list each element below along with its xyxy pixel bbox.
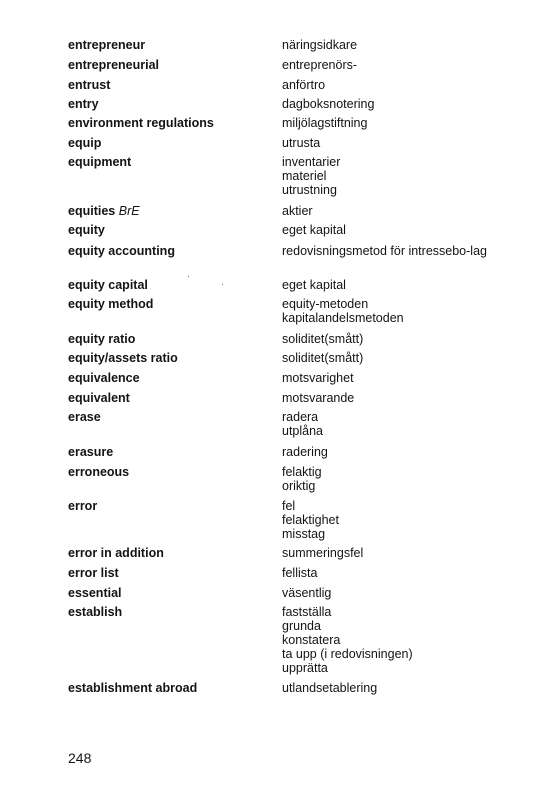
entry-term bbox=[68, 681, 273, 695]
entry-term bbox=[68, 351, 273, 365]
translation-line: entreprenörs- bbox=[282, 58, 358, 72]
entry-translations bbox=[282, 97, 512, 111]
term-text: equip bbox=[68, 136, 102, 150]
translation-line: grunda bbox=[282, 619, 321, 633]
translation-line: equity-metoden bbox=[282, 297, 369, 311]
entry-term bbox=[68, 410, 273, 424]
term-text: equity/assets ratio bbox=[68, 351, 178, 365]
term-text: equity method bbox=[68, 297, 154, 311]
term-text: equities bbox=[68, 204, 116, 218]
entry-translations bbox=[282, 605, 512, 675]
entry-term bbox=[68, 244, 273, 258]
entry-term bbox=[68, 204, 273, 218]
entry-translations bbox=[282, 465, 512, 493]
term-text: essential bbox=[68, 586, 122, 600]
entry-term bbox=[68, 391, 273, 405]
entry-term bbox=[68, 116, 273, 130]
entry-translations bbox=[282, 278, 512, 292]
print-speck bbox=[188, 276, 189, 277]
entry-term bbox=[68, 566, 273, 580]
translation-line: redovisningsmetod för intressebo-lag bbox=[282, 244, 487, 258]
entry-term bbox=[68, 97, 273, 111]
entry-term bbox=[68, 58, 273, 72]
term-text: erase bbox=[68, 410, 101, 424]
translation-line: konstatera bbox=[282, 633, 341, 647]
translation-line: fastställa bbox=[282, 605, 332, 619]
translation-line: soliditet(smått) bbox=[282, 351, 364, 365]
entry-term bbox=[68, 371, 273, 385]
term-text: equity ratio bbox=[68, 332, 136, 346]
entry-translations bbox=[282, 410, 512, 438]
translation-line: eget kapital bbox=[282, 278, 346, 292]
translation-line: materiel bbox=[282, 169, 327, 183]
translation-line: eget kapital bbox=[282, 223, 346, 237]
entry-term bbox=[68, 465, 273, 479]
entry-term bbox=[68, 499, 273, 513]
term-text: entrust bbox=[68, 78, 111, 92]
term-text: equipment bbox=[68, 155, 132, 169]
translation-line: väsentlig bbox=[282, 586, 332, 600]
translation-line: utrustning bbox=[282, 183, 337, 197]
translation-line: fellista bbox=[282, 566, 318, 580]
entry-translations bbox=[282, 332, 512, 346]
page-number: 248 bbox=[68, 750, 92, 766]
translation-line: fel bbox=[282, 499, 296, 513]
entry-term bbox=[68, 78, 273, 92]
entry-term bbox=[68, 297, 273, 311]
entry-translations bbox=[282, 499, 512, 541]
translation-line: oriktig bbox=[282, 479, 316, 493]
translation-line: näringsidkare bbox=[282, 38, 358, 52]
term-text: establish bbox=[68, 605, 123, 619]
translation-line: misstag bbox=[282, 527, 326, 541]
entry-term bbox=[68, 155, 273, 169]
translation-line: kapitalandelsmetoden bbox=[282, 311, 404, 325]
entry-translations bbox=[282, 38, 512, 52]
entry-translations bbox=[282, 371, 512, 385]
term-text: equivalent bbox=[68, 391, 130, 405]
entry-term bbox=[68, 223, 273, 237]
entry-translations bbox=[282, 586, 512, 600]
term-text: error list bbox=[68, 566, 119, 580]
entry-translations bbox=[282, 566, 512, 580]
entry-translations bbox=[282, 58, 512, 72]
entry-translations bbox=[282, 445, 512, 459]
term-text: error in addition bbox=[68, 546, 164, 560]
term-text: entrepreneurial bbox=[68, 58, 160, 72]
term-text: error bbox=[68, 499, 98, 513]
entry-translations bbox=[282, 244, 512, 258]
entry-term bbox=[68, 278, 273, 292]
term-text: erroneous bbox=[68, 465, 130, 479]
term-text: erasure bbox=[68, 445, 114, 459]
translation-line: upprätta bbox=[282, 661, 328, 675]
entry-term bbox=[68, 332, 273, 346]
term-text: equity bbox=[68, 223, 105, 237]
entry-translations bbox=[282, 681, 512, 695]
entry-translations bbox=[282, 155, 512, 197]
translation-line: utplåna bbox=[282, 424, 324, 438]
translation-line: utrusta bbox=[282, 136, 321, 150]
translation-line: miljölagstiftning bbox=[282, 116, 368, 130]
translation-line: felaktighet bbox=[282, 513, 339, 527]
term-text: establishment abroad bbox=[68, 681, 198, 695]
entry-term bbox=[68, 546, 273, 560]
translation-line: anförtro bbox=[282, 78, 326, 92]
entry-translations bbox=[282, 546, 512, 560]
entry-translations bbox=[282, 78, 512, 92]
entry-translations bbox=[282, 297, 512, 325]
entry-translations bbox=[282, 223, 512, 237]
term-text: environment regulations bbox=[68, 116, 214, 130]
translation-line: ta upp (i redovisningen) bbox=[282, 647, 413, 661]
print-speck bbox=[222, 284, 223, 285]
translation-line: soliditet(smått) bbox=[282, 332, 364, 346]
term-text: equity accounting bbox=[68, 244, 175, 258]
translation-line: felaktig bbox=[282, 465, 322, 479]
entry-translations bbox=[282, 351, 512, 365]
entry-term bbox=[68, 586, 273, 600]
entry-term bbox=[68, 445, 273, 459]
term-text: equivalence bbox=[68, 371, 140, 385]
entry-term bbox=[68, 38, 273, 52]
entry-term bbox=[68, 605, 273, 619]
translation-line: motsvarighet bbox=[282, 371, 354, 385]
translation-line: radering bbox=[282, 445, 328, 459]
translation-line: radera bbox=[282, 410, 319, 424]
term-qualifier: BrE bbox=[118, 204, 140, 218]
entry-term bbox=[68, 136, 273, 150]
term-text: equity capital bbox=[68, 278, 148, 292]
translation-line: inventarier bbox=[282, 155, 341, 169]
entry-translations bbox=[282, 204, 512, 218]
translation-line: aktier bbox=[282, 204, 313, 218]
translation-line: motsvarande bbox=[282, 391, 355, 405]
translation-line: summeringsfel bbox=[282, 546, 364, 560]
entry-translations bbox=[282, 116, 512, 130]
translation-line: utlandsetablering bbox=[282, 681, 378, 695]
term-text: entry bbox=[68, 97, 99, 111]
entry-translations bbox=[282, 136, 512, 150]
translation-line: dagboksnotering bbox=[282, 97, 375, 111]
term-text: entrepreneur bbox=[68, 38, 146, 52]
entry-translations bbox=[282, 391, 512, 405]
